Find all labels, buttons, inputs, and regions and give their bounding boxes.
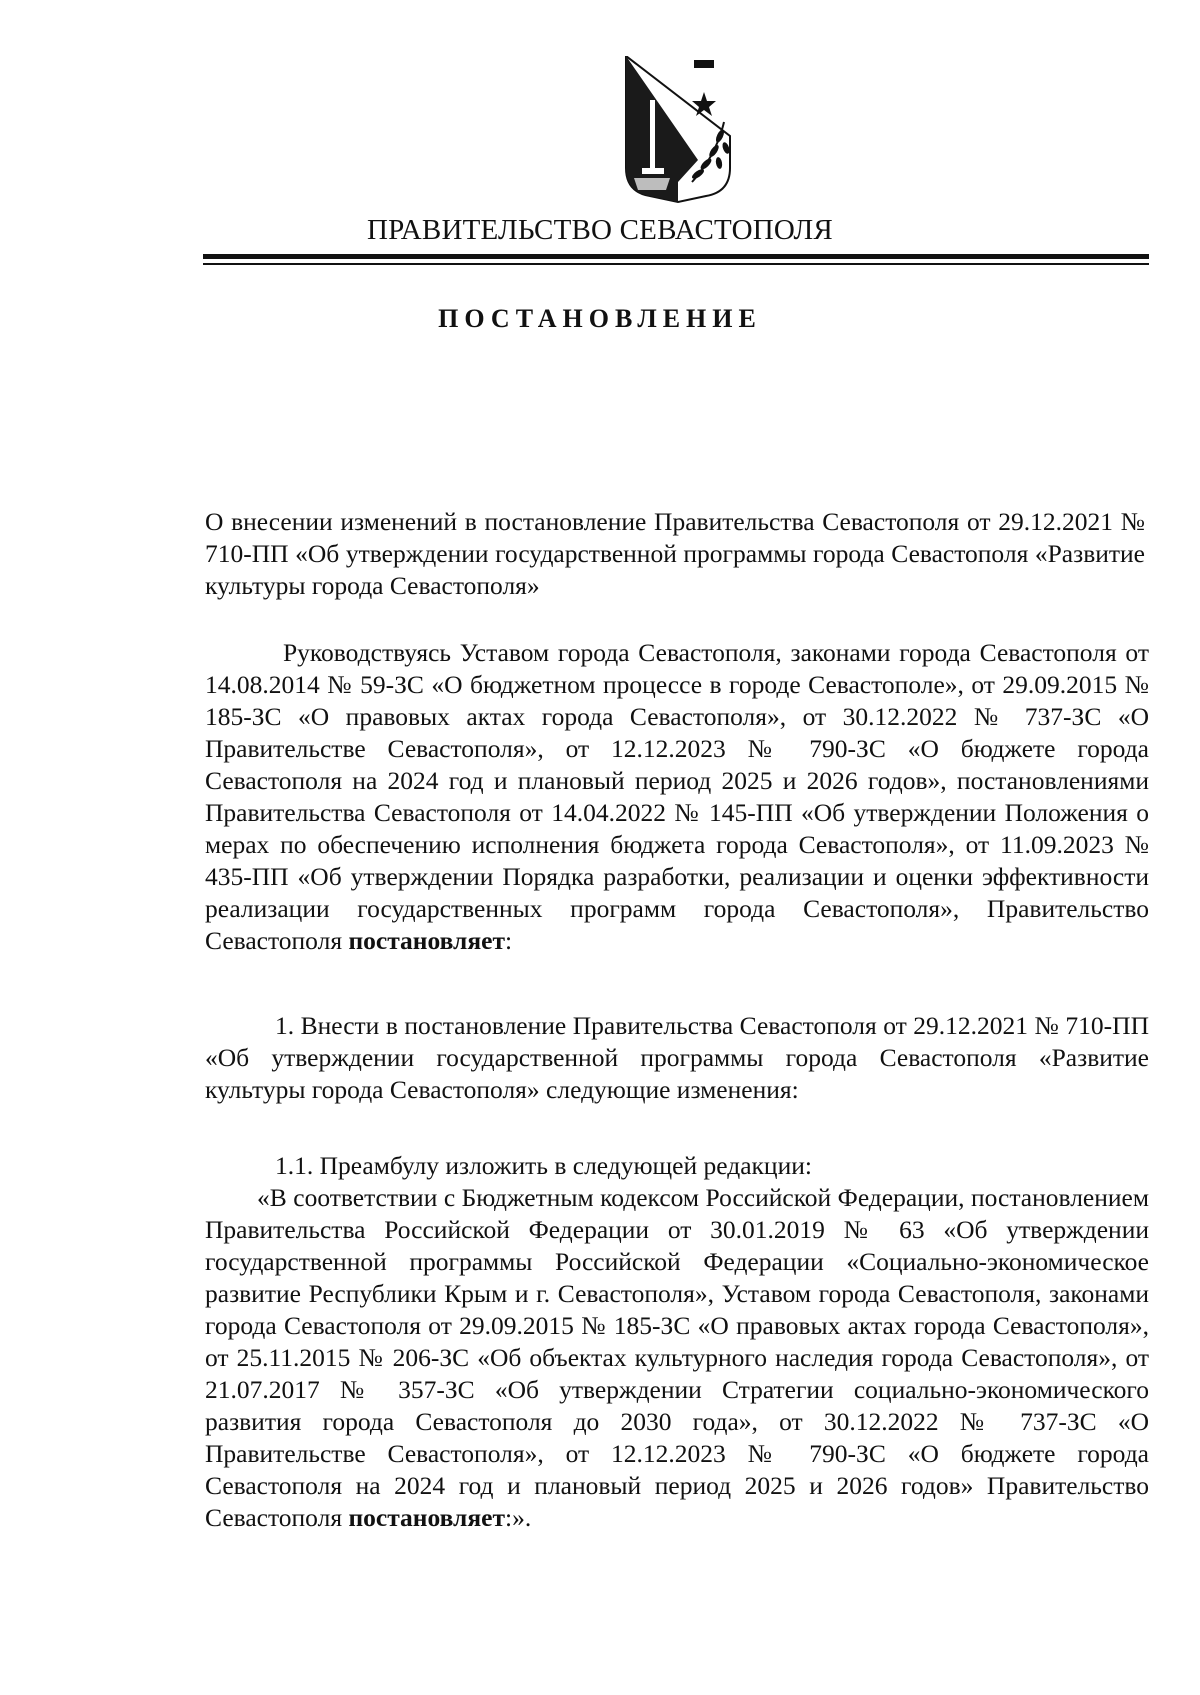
header-rule-thick [203, 254, 1149, 259]
sevastopol-coat-of-arms-icon [620, 56, 736, 206]
preamble-tail: : [504, 926, 513, 955]
item-1-paragraph: 1. Внести в постановление Правительства Севастополя от 29.12.2021 № 710-ПП «Об утверждении государственной программы города Севастополя «Развитие культуры города Севастополя» следующие изменения: [205, 1011, 1149, 1104]
quoted-preamble-paragraph [205, 1182, 1149, 1534]
preamble-text: Руководствуясь Уставом города Севастополя, законами города Севастополя от 14.08.2014 № 59-ЗС «О бюджетном процессе в городе Севастополе», от 29.09.2015 № 185-ЗС «О правовых актах города Севастополя», от 30.12.2022 № 737-ЗС «О Правительстве Севастополя», от 12.12.2023 № 790-ЗС «О бюджете города Севастополя на 2024 год и плановый период 2025 и 2026 годов», постановлениями Правительства Севастополя от 14.04.2022 № 145-ПП «Об утверждении Положения о мерах по обеспечению исполнения бюджета города Севастополя», от 11.09.2023 № 435-ПП «Об утверждении Порядка разработки, реализации и оценки эффективности реализации государственных программ города Севастополя», Правительство Севастополя [205, 638, 1149, 955]
quote-decree-word: постановляет [348, 1503, 505, 1532]
quote-tail: :». [504, 1503, 532, 1532]
document-type-title: ПОСТАНОВЛЕНИЕ [438, 304, 762, 333]
header-rule-thin [203, 263, 1149, 265]
document-subject: О внесении изменений в постановление Правительства Севастополя от 29.12.2021 № 710-ПП «Об утверждении государственной программы города Севастополя «Развитие культуры города Севастополя» [205, 507, 1145, 600]
preamble-paragraph [205, 637, 1149, 957]
item-1-1-paragraph: 1.1. Преамбулу изложить в следующей редакции: [275, 1151, 812, 1180]
org-title: ПРАВИТЕЛЬСТВО СЕВАСТОПОЛЯ [367, 214, 833, 246]
quote-text: «В соответствии с Бюджетным кодексом Российской Федерации, постановлением Правительства Российской Федерации от 30.01.2019 № 63 «Об утверждении государственной программы Российской Федерации «Социально-экономическое развитие Республики Крым и г. Севастополя», Уставом города Севастополя, законами города Севастополя от 29.09.2015 № 185-ЗС «О правовых актах города Севастополя», от 25.11.2015 № 206-ЗС «Об объектах культурного наследия города Севастополя», от 21.07.2017 № 357-ЗС «Об утверждении Стратегии социально-экономического развития города Севастополя до 2030 года», от 30.12.2022 № 737-ЗС «О Правительстве Севастополя», от 12.12.2023 № 790-ЗС «О бюджете города Севастополя на 2024 год и плановый период 2025 и 2026 годов» Правительство Севастополя [205, 1183, 1149, 1532]
preamble-decree-word: постановляет [348, 926, 505, 955]
